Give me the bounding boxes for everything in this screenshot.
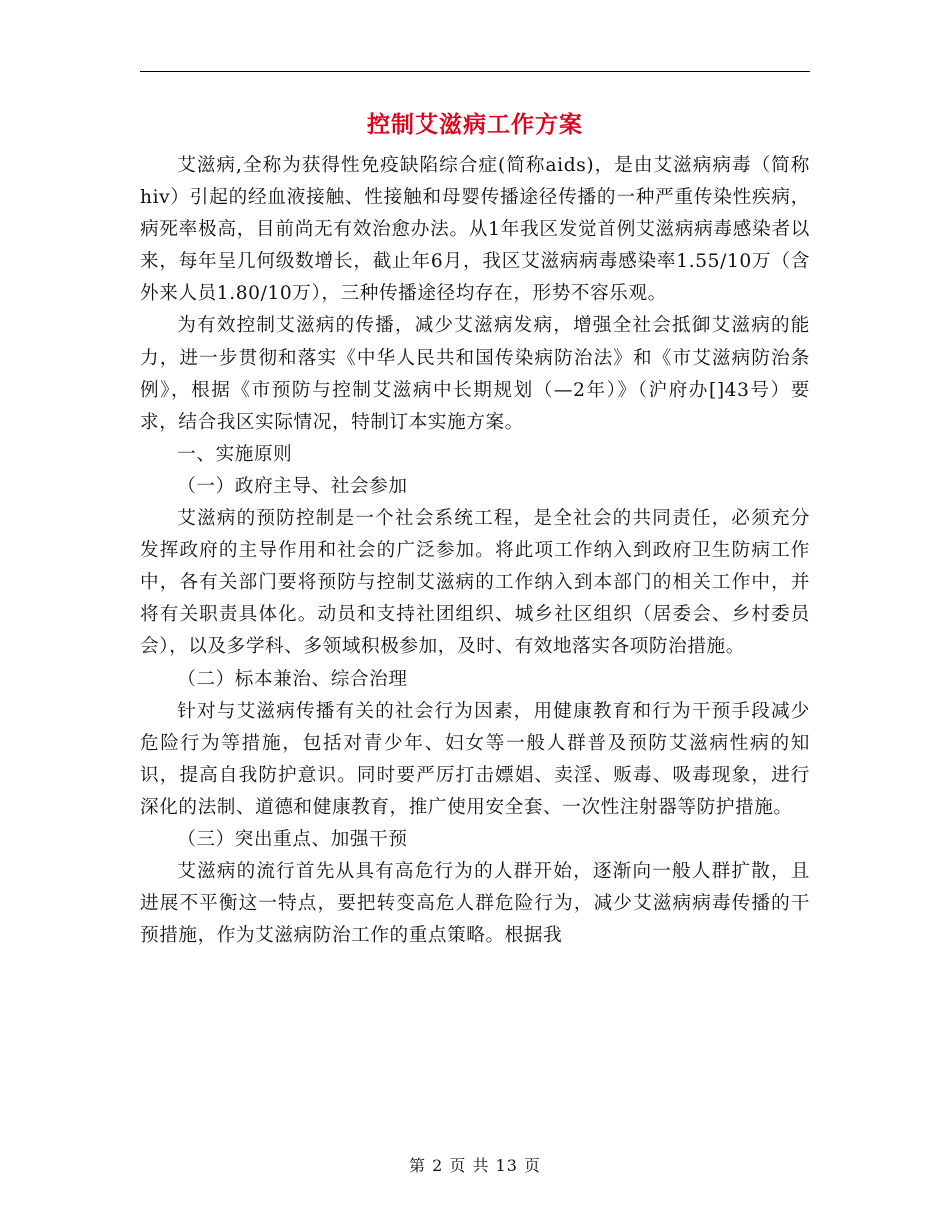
- document-title: 控制艾滋病工作方案: [367, 111, 583, 138]
- section-heading-principles: 一、实施原则: [177, 443, 293, 465]
- subheading-comprehensive: （二）标本兼治、综合治理: [177, 668, 408, 690]
- paragraph-comprehensive: 针对与艾滋病传播有关的社会行为因素，用健康教育和行为干预手段减少危险行为等措施，包括对青少年、妇女等一般人群普及预防艾滋病性病的知识，提高自我防护意识。同时要严厉打击嫖娼、卖淫、贩毒、吸毒现象，进行深化的法制、道德和健康教育，推广使用安全套、一次性注射器等防护措施。: [140, 700, 810, 818]
- subheading-government-lead: （一）政府主导、社会参加: [177, 475, 408, 497]
- paragraph-intro: 艾滋病,全称为获得性免疫缺陷综合症(简称aids)，是由艾滋病病毒（简称hiv）引起的经血液接触、性接触和母婴传播途径传播的一种严重传染性疾病，病死率极高，目前尚无有效治愈办法。从1年我区发觉首例艾滋病病毒感染者以来，每年呈几何级数增长，截止年6月，我区艾滋病病毒感染率1.55/10万（含外来人员1.80/10万），三种传播途径均存在，形势不容乐观。: [140, 155, 810, 305]
- page-number-footer: 第 2 页 共 13 页: [409, 1156, 541, 1175]
- paragraph-purpose: 为有效控制艾滋病的传播，减少艾滋病发病，增强全社会抵御艾滋病的能力，进一步贯彻和落实《中华人民共和国传染病防治法》和《市艾滋病防治条例》，根据《市预防与控制艾滋病中长期规划（—2年）》（沪府办[]43号）要求，结合我区实际情况，特制订本实施方案。: [140, 315, 810, 433]
- document-body: [140, 150, 810, 952]
- header-rule: [140, 71, 810, 72]
- paragraph-key-intervention: 艾滋病的流行首先从具有高危行为的人群开始，逐渐向一般人群扩散，且进展不平衡这一特点，要把转变高危人群危险行为，减少艾滋病病毒传播的干预措施，作为艾滋病防治工作的重点策略。根据我: [140, 861, 810, 947]
- paragraph-government-lead: 艾滋病的预防控制是一个社会系统工程，是全社会的共同责任，必须充分发挥政府的主导作用和社会的广泛参加。将此项工作纳入到政府卫生防病工作中，各有关部门要将预防与控制艾滋病的工作纳入到本部门的相关工作中，并将有关职责具体化。动员和支持社团组织、城乡社区组织（居委会、乡村委员会），以及多学科、多领域积极参加，及时、有效地落实各项防治措施。: [140, 508, 810, 658]
- subheading-key-intervention: （三）突出重点、加强干预: [177, 828, 408, 850]
